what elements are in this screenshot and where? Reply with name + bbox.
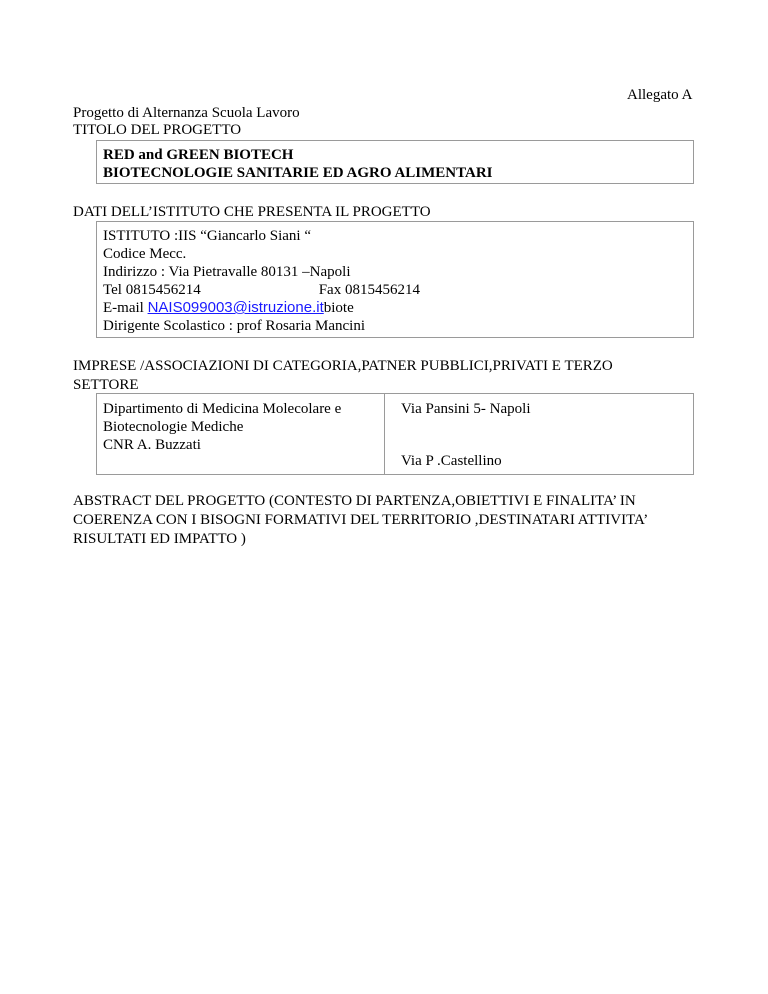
- title-line-1: RED and GREEN BIOTECH: [103, 147, 294, 163]
- title-label: TITOLO DEL PROGETTO: [73, 122, 242, 138]
- imprese-right-cell: [401, 400, 681, 470]
- imprese-label-line-2: SETTORE: [73, 377, 139, 393]
- istituto-tel-fax: [103, 281, 693, 299]
- imprese-column-divider: [384, 394, 385, 474]
- istituto-fax: Fax 0815456214: [318, 282, 420, 298]
- imprese-left-cell: [103, 400, 341, 454]
- partner-line-3: CNR A. Buzzati: [103, 437, 201, 453]
- title-box: [96, 140, 694, 184]
- project-type: Progetto di Alternanza Scuola Lavoro: [73, 105, 300, 121]
- abstract-line-3: RISULTATI ED IMPATTO ): [73, 531, 246, 547]
- istituto-dirigente: Dirigente Scolastico : prof Rosaria Mancini: [103, 318, 366, 334]
- partner-line-2: Biotecnologie Mediche: [103, 419, 244, 435]
- imprese-section-label: [73, 357, 703, 395]
- partner-line-1: Dipartimento di Medicina Molecolare e: [103, 401, 342, 417]
- email-link[interactable]: NAIS099003@istruzione.it: [147, 299, 324, 316]
- address-line-2: Via P .Castellino: [401, 453, 502, 469]
- istituto-codice: Codice Mecc.: [103, 246, 187, 262]
- title-line-2: BIOTECNOLOGIE SANITARIE ED AGRO ALIMENTARI: [103, 165, 493, 181]
- istituto-name: ISTITUTO :IIS “Giancarlo Siani “: [103, 228, 312, 244]
- email-suffix: biote: [323, 300, 354, 316]
- istituto-box: [96, 221, 694, 338]
- abstract-line-1: ABSTRACT DEL PROGETTO (CONTESTO DI PARTENZA,OBIETTIVI E FINALITA’ IN: [73, 493, 636, 509]
- abstract-label: [73, 492, 733, 549]
- istituto-email: [103, 299, 693, 317]
- istituto-section-label: DATI DELL’ISTITUTO CHE PRESENTA IL PROGETTO: [73, 204, 431, 220]
- abstract-line-2: COERENZA CON I BISOGNI FORMATIVI DEL TERRITORIO ,DESTINATARI ATTIVITA’: [73, 512, 649, 528]
- istituto-indirizzo: Indirizzo : Via Pietravalle 80131 –Napoli: [103, 264, 351, 280]
- email-label: E-mail: [103, 300, 148, 316]
- address-line-1: Via Pansini 5- Napoli: [401, 401, 531, 417]
- istituto-tel: Tel 0815456214: [103, 282, 201, 298]
- imprese-table: [96, 393, 694, 475]
- imprese-label-line-1: IMPRESE /ASSOCIAZIONI DI CATEGORIA,PATNER PUBBLICI,PRIVATI E TERZO: [73, 358, 613, 374]
- allegato-label: Allegato A: [627, 87, 693, 103]
